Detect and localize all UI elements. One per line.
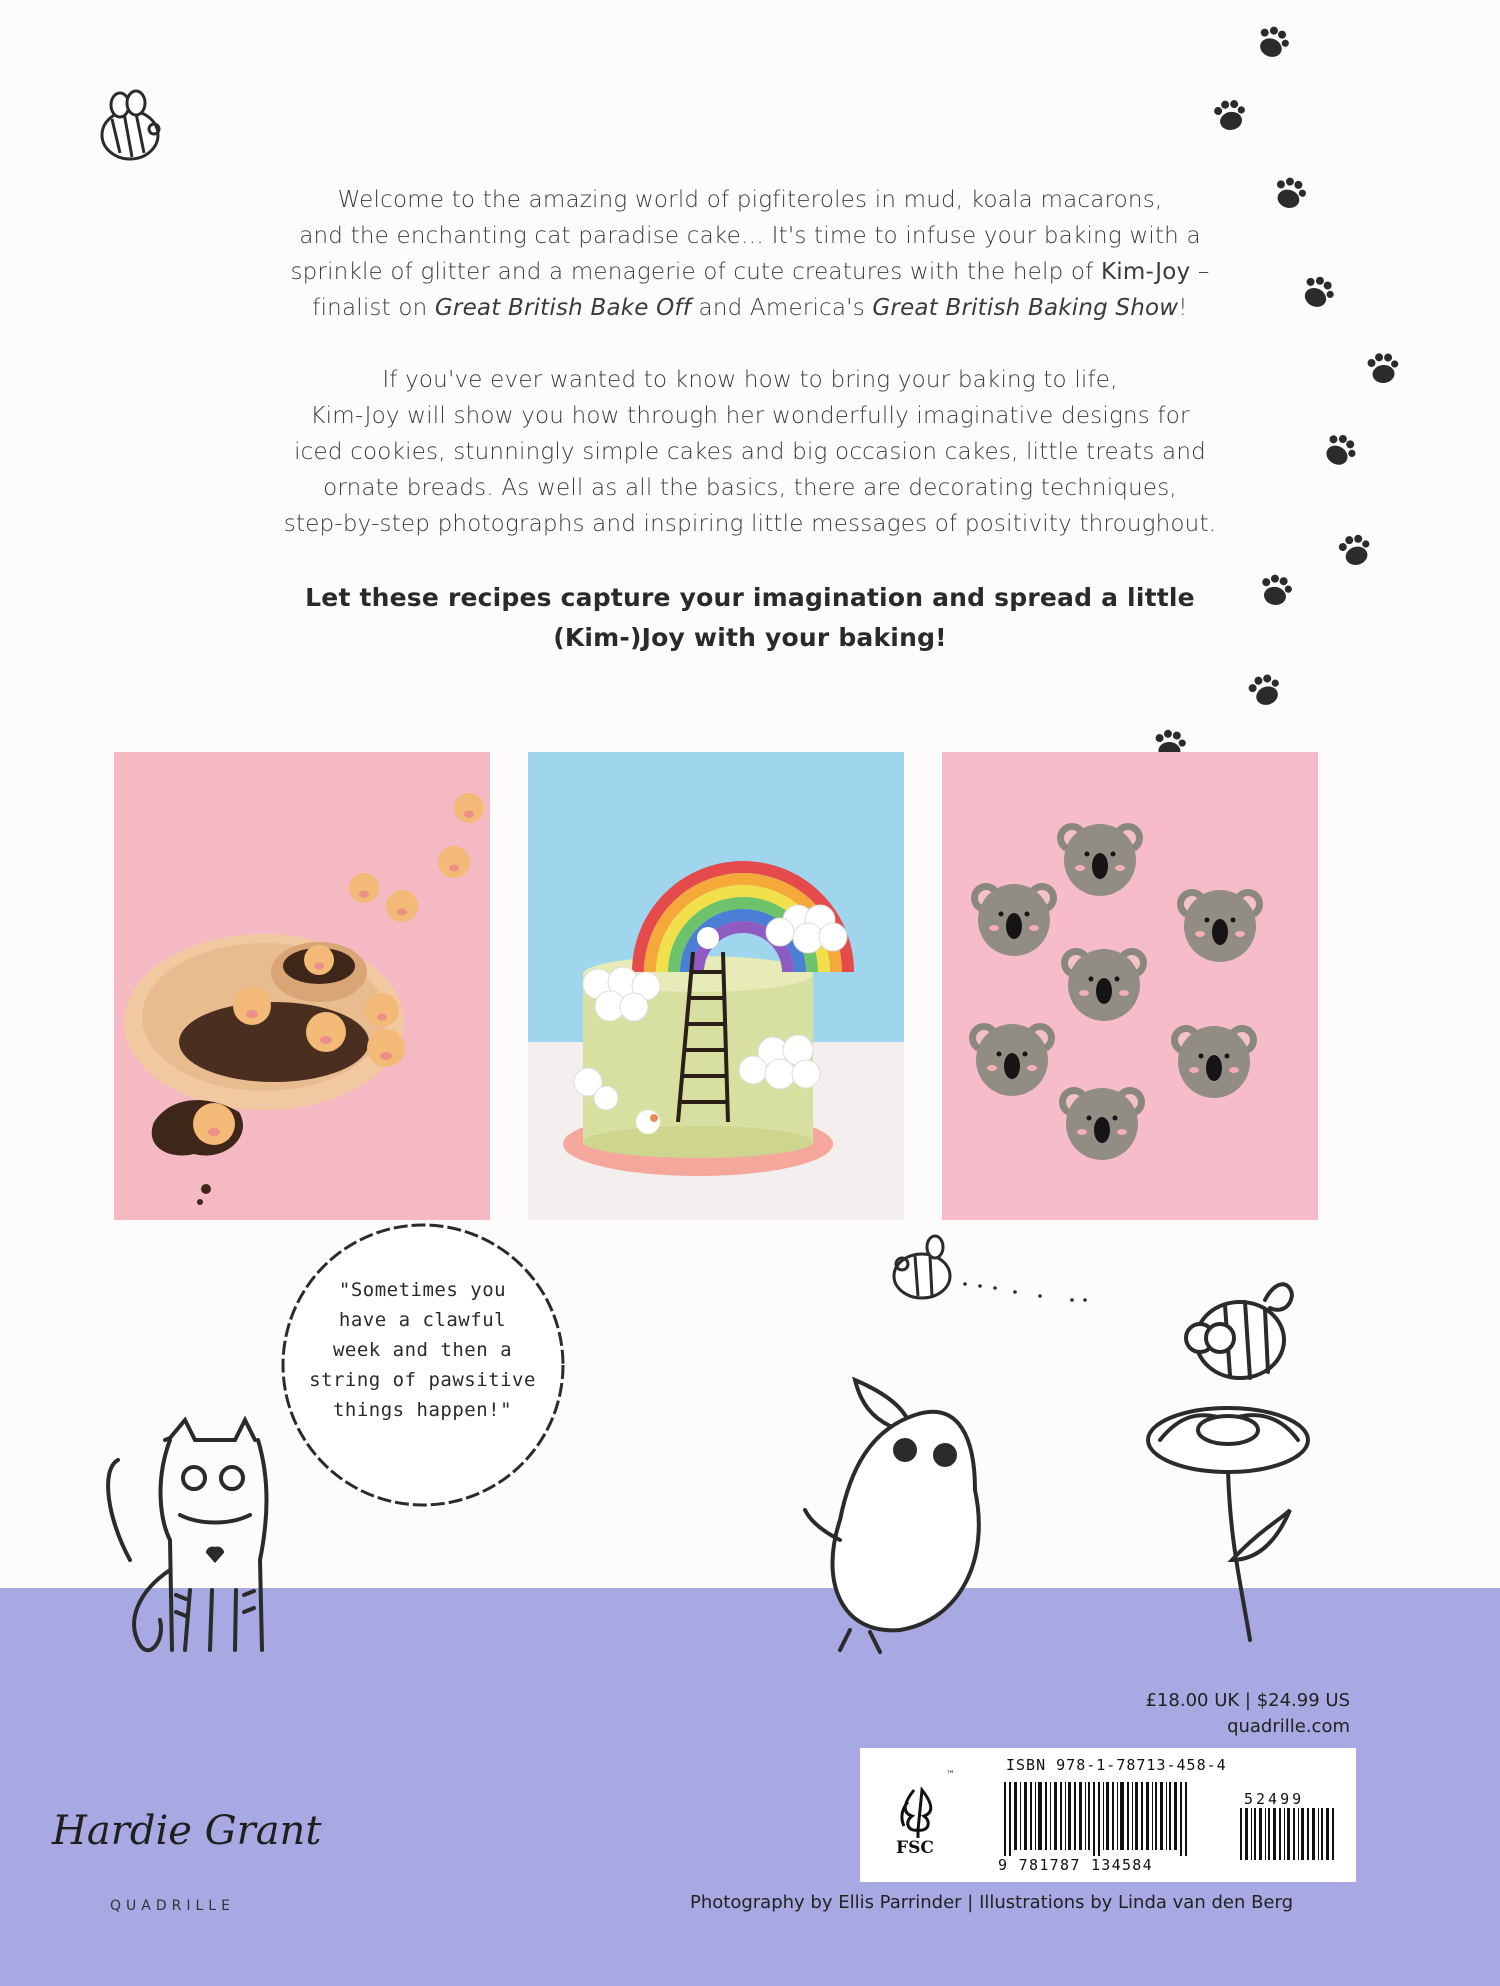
price-uk: £18.00 UK — [1145, 1690, 1240, 1711]
intro-text: ! — [1178, 295, 1188, 321]
credits-line: Photography by Ellis Parrinder | Illustrations by Linda van den Berg — [690, 1892, 1294, 1913]
price-us: $24.99 US — [1256, 1690, 1350, 1711]
intro-text: and America's — [691, 295, 873, 321]
publisher-website: quadrille.com — [1227, 1716, 1350, 1737]
description-line: ornate breads. As well as all the basics, there are decorating techniques, — [323, 475, 1177, 501]
intro-line: Welcome to the amazing world of pigfiteroles in mud, koala macarons, — [337, 187, 1163, 213]
quote-line: "Sometimes you — [338, 1279, 507, 1301]
description-line: If you've ever wanted to know how to bring your baking to life, — [382, 367, 1118, 393]
description-line: Kim-Joy will show you how through her wonderfully imaginative designs for — [310, 403, 1190, 429]
intro-text: finalist on — [312, 295, 435, 321]
quote-line: things happen!" — [332, 1399, 513, 1421]
trademark-symbol: ™ — [946, 1770, 955, 1780]
barcode-price-code: 52499 — [1244, 1790, 1305, 1808]
show-title: Great British Bake Off — [434, 295, 692, 321]
quote-line: have a clawful — [338, 1309, 507, 1331]
description-line: iced cookies, stunningly simple cakes and big occasion cakes, little treats and — [294, 439, 1206, 465]
intro-text: sprinkle of glitter and a menagerie of cute creatures with the help of — [290, 259, 1101, 285]
quote-line: week and then a — [332, 1339, 513, 1361]
isbn-number: ISBN 978-1-78713-458-4 — [1006, 1756, 1227, 1774]
show-title: Great British Baking Show — [872, 295, 1179, 321]
intro-line: and the enchanting cat paradise cake… It's time to infuse your baking with a — [299, 223, 1201, 249]
description-line: step-by-step photographs and inspiring little messages of positivity throughout. — [283, 511, 1217, 537]
tagline-line: Let these recipes capture your imagination and spread a little — [305, 583, 1195, 612]
publisher-imprint: QUADRILLE — [110, 1898, 235, 1914]
quote-line: string of pawsitive — [309, 1369, 536, 1391]
author-name: Kim-Joy — [1101, 259, 1191, 285]
publisher-logo: Hardie Grant — [52, 1808, 322, 1854]
tagline-line: (Kim-)Joy with your baking! — [553, 623, 947, 652]
intro-text: – — [1190, 259, 1210, 285]
fsc-label: FSC — [896, 1838, 934, 1858]
barcode-digits: 9 781787 134584 — [998, 1856, 1153, 1874]
price-separator: | — [1239, 1690, 1257, 1711]
